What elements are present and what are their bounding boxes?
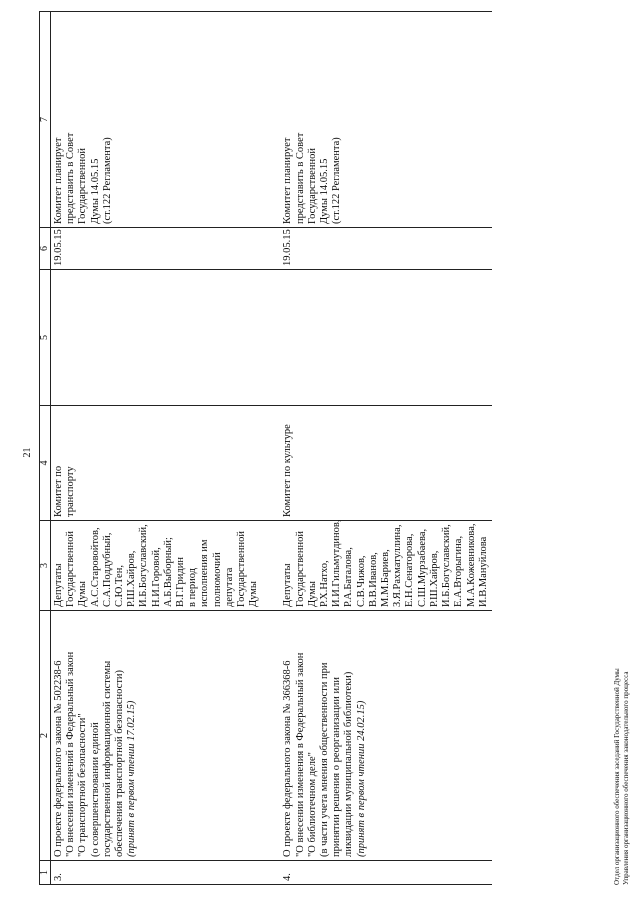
footer [613,668,630,885]
agenda-table [39,11,492,885]
table-header-row [40,12,51,885]
row-spacer [262,12,280,885]
column-header: 3 [40,521,51,611]
responsible-committee: Комитет по культуре [280,406,491,521]
table-row [51,12,263,885]
row-note: Комитет планирует представить в Совет Государственной Думы 14.05.15 (ст.122 Регламента) [280,12,491,228]
bill-title: О проекте федерального закона № 366368-6 "О внесении изменения в Федеральный закон "О библиотечном деле" (в части учета мнения общественности при принятии решения о реорганизации или ликвидации муниципальной библиотеки) (принят в первом чтении 24.02.15) [280,611,491,861]
footer-line: Отдел организационного обеспечения заседаний Государственной Думы [613,668,621,885]
review-date: 19.05.15 [51,228,263,270]
column-header: 5 [40,270,51,406]
reading-note: (принят в первом чтении 17.02.15) [126,700,138,857]
column-5-cell [280,270,491,406]
row-number: 3. [51,861,263,885]
column-header: 2 [40,611,51,861]
row-note: Комитет планирует представить в Совет Государственной Думы 14.05.15 (ст.122 Регламента) [51,12,263,228]
footer-line: Управления организационного обеспечения законодательного процесса [621,671,630,885]
bill-authors: Депутаты Государственной Думы А.С.Старовойтов, С.А.Поддубный, С.Ю.Тен, Р.Ш.Хайров, И.Б.Богуславский, Н.И.Горовой, А.Б.Выборный; В.Г.Гридин в период исполнения им полномочий депутата Государственной Думы [51,521,263,611]
reading-note: (принят в первом чтении 24.02.15) [355,700,367,857]
column-5-cell [51,270,263,406]
column-header: 4 [40,406,51,521]
responsible-committee: Комитет по транспорту [51,406,263,521]
column-header: 7 [40,12,51,228]
bill-authors: Депутаты Государственной Думы Р.Х.Натхо, И.И.Гильмутдинов, Р.А.Баталова, С.В.Чижов, В.В.Иванов, М.М.Бариев, З.Я.Рахматуллина, Е.Н.Сенаторова, С.Ш.Мурзабаева, Р.Ш.Хайров, И.Б.Богуславский, Е.А.Вторыгина, М.А.Кожевникова, И.В.Мануйлова [280,521,491,611]
review-date: 19.05.15 [280,228,491,270]
page-number: 21 [22,447,33,458]
table-row [280,12,491,885]
column-header: 1 [40,861,51,885]
row-number: 4. [280,861,491,885]
column-header: 6 [40,228,51,270]
bill-title: О проекте федерального закона № 502238-6 "О внесении изменений в Федеральный закон "О транспортной безопасности" (о совершенствовании единой государственной информационной системы обеспечения транспортной безопасности) (принят в первом чтении 17.02.15) [51,611,263,861]
